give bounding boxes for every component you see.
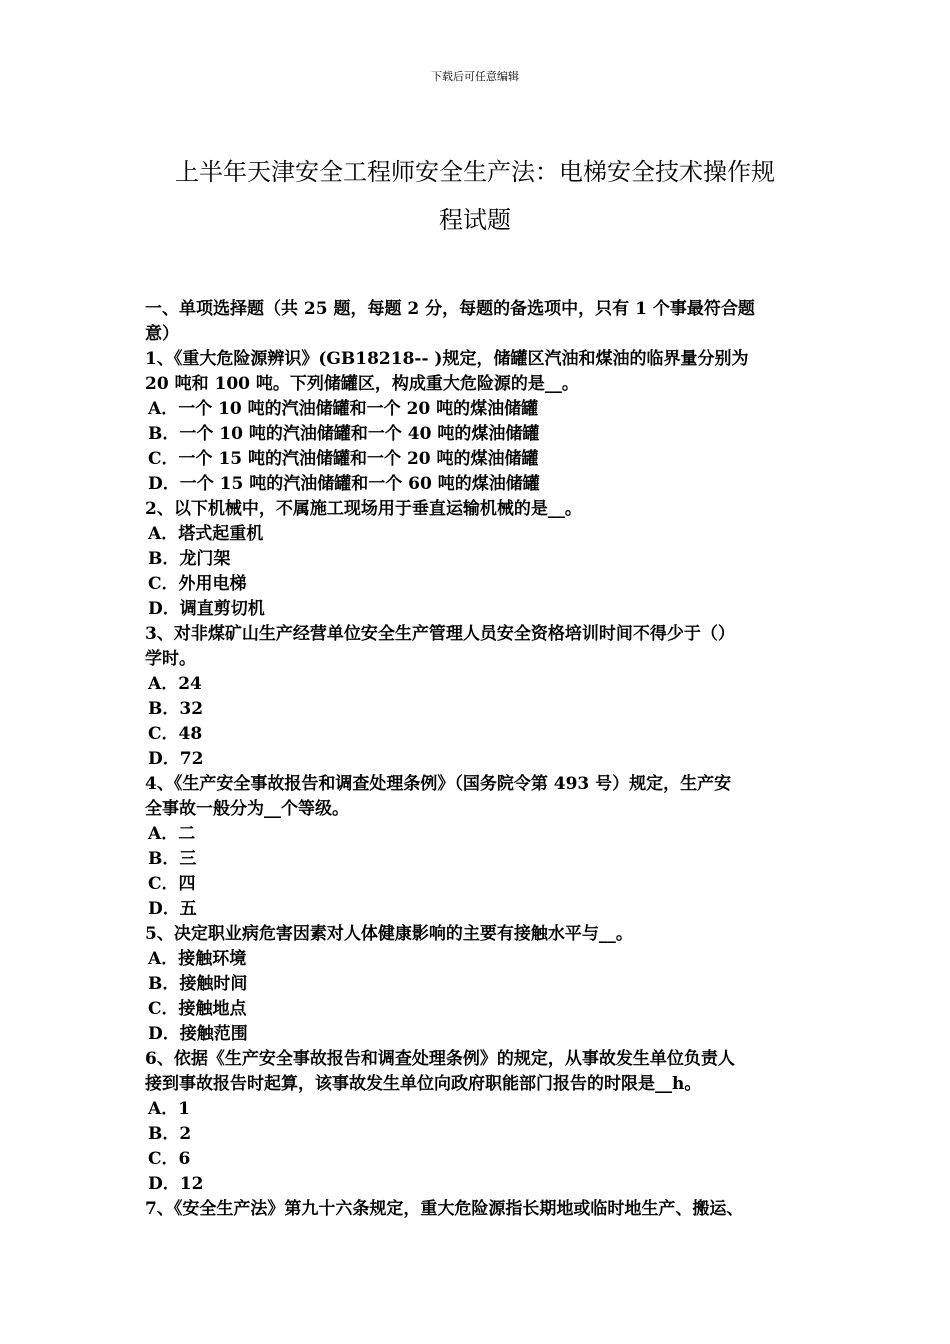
question-stem: 全事故一般分为__个等级。 [145, 799, 349, 819]
option-b: B．32 [148, 699, 204, 719]
question-6 [145, 1047, 825, 1197]
option-d: D．一个 15 吨的汽油储罐和一个 60 吨的煤油储罐 [148, 474, 540, 494]
option-c: C．外用电梯 [148, 574, 247, 594]
option-d: D．调直剪切机 [148, 599, 265, 619]
question-7 [145, 1197, 825, 1222]
question-stem: 2、以下机械中，不属施工现场用于垂直运输机械的是__。 [145, 499, 582, 519]
header-note: 下载后可任意编辑 [431, 70, 519, 83]
section-heading-line-1: 一、单项选择题（共 25 题，每题 2 分，每题的备选项中，只有 1 个事最符合题 [145, 299, 755, 319]
section-heading-line-2: 意） [145, 324, 179, 344]
option-b: B．2 [148, 1124, 192, 1144]
question-stem: 5、决定职业病危害因素对人体健康影响的主要有接触水平与__。 [145, 924, 633, 944]
option-a: A．24 [148, 674, 202, 694]
option-b: B．接触时间 [148, 974, 248, 994]
question-stem: 1、《重大危险源辨识》(GB18218-- )规定，储罐区汽油和煤油的临界量分别为 [145, 349, 749, 369]
question-3 [145, 622, 825, 772]
question-1 [145, 347, 825, 497]
title-line-2: 程试题 [439, 206, 511, 234]
option-a: A．接触环境 [148, 949, 247, 969]
option-b: B．一个 10 吨的汽油储罐和一个 40 吨的煤油储罐 [148, 424, 540, 444]
option-d: D．接触范围 [148, 1024, 248, 1044]
question-stem: 4、《生产安全事故报告和调查处理条例》（国务院令第 493 号）规定，生产安 [145, 774, 732, 794]
question-2 [145, 497, 825, 622]
question-stem: 接到事故报告时起算，该事故发生单位向政府职能部门报告的时限是__h。 [145, 1074, 702, 1094]
option-d: D．五 [148, 899, 197, 919]
option-c: C．四 [148, 874, 196, 894]
option-d: D．12 [148, 1174, 204, 1194]
question-stem: 学时。 [145, 649, 196, 669]
question-stem: 20 吨和 100 吨。下列储罐区，构成重大危险源的是__。 [145, 374, 579, 394]
option-a: A．1 [148, 1099, 191, 1119]
question-stem: 6、依据《生产安全事故报告和调查处理条例》的规定，从事故发生单位负责人 [145, 1049, 735, 1069]
option-a: A．塔式起重机 [148, 524, 264, 544]
question-stem: 7、《安全生产法》第九十六条规定，重大危险源指长期地或临时地生产、搬运、 [145, 1199, 744, 1219]
question-list [145, 297, 825, 1222]
option-b: B．龙门架 [148, 549, 231, 569]
document-title [140, 148, 810, 244]
question-5 [145, 922, 825, 1047]
option-c: C．接触地点 [148, 999, 247, 1019]
option-d: D．72 [148, 749, 204, 769]
question-stem: 3、对非煤矿山生产经营单位安全生产管理人员安全资格培训时间不得少于（） [145, 624, 735, 644]
option-c: C．一个 15 吨的汽油储罐和一个 20 吨的煤油储罐 [148, 449, 539, 469]
option-c: C．48 [148, 724, 203, 744]
option-a: A．一个 10 吨的汽油储罐和一个 20 吨的煤油储罐 [148, 399, 539, 419]
option-b: B．三 [148, 849, 197, 869]
option-a: A．二 [148, 824, 196, 844]
question-4 [145, 772, 825, 922]
option-c: C．6 [148, 1149, 191, 1169]
title-line-1: 上半年天津安全工程师安全生产法：电梯安全技术操作规 [175, 158, 775, 186]
